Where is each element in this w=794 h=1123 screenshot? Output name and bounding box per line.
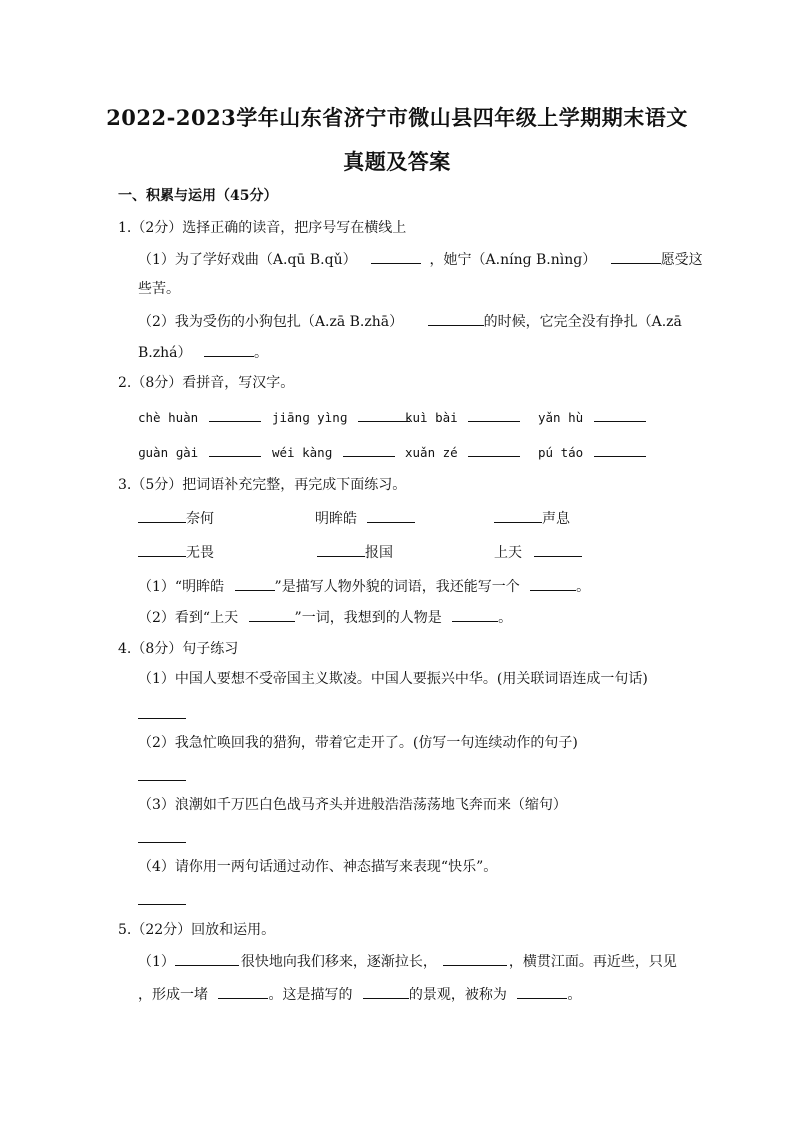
pinyin-text: pú táo — [538, 445, 584, 460]
idiom-item — [494, 508, 570, 529]
idiom-item — [138, 542, 214, 563]
answer-blank[interactable] — [235, 576, 275, 591]
q1-heading: 1.（2分）选择正确的读音，把序号写在横线上 — [118, 220, 407, 236]
q1-part2-text-b: 的时候，它完全没有挣扎（A.zā — [483, 314, 682, 330]
answer-blank[interactable] — [611, 249, 661, 264]
pinyin-text: xuǎn zé — [405, 445, 458, 460]
answer-blank[interactable] — [138, 508, 186, 523]
answer-blank[interactable] — [428, 311, 484, 326]
q1-part2 — [138, 311, 682, 332]
idiom-text: 无畏 — [186, 545, 214, 561]
q3-sub1-text-a: （1）“明眸皓 — [138, 579, 225, 595]
pinyin-text: yǎn hù — [538, 410, 584, 425]
idiom-text: 报国 — [365, 545, 393, 561]
q3-sub2-text-c: 。 — [498, 610, 513, 626]
idiom-item — [138, 508, 214, 529]
document-title-line1: 2022-2023学年山东省济宁市微山县四年级上学期期末语文 — [106, 105, 688, 130]
q5-line2-text-a: ，形成一堵 — [138, 987, 208, 1003]
answer-blank[interactable] — [138, 542, 186, 557]
q3-sub1-text-b: ”是描写人物外貌的词语，我还能写一个 — [274, 579, 520, 595]
q5-line1-text-c: ，横贯江面。再近些，只见 — [508, 954, 677, 970]
answer-blank[interactable] — [249, 607, 295, 622]
q1-part2-cont — [138, 342, 268, 363]
answer-blank[interactable] — [468, 407, 520, 422]
answer-blank[interactable] — [494, 508, 542, 523]
q4-heading: 4.（8分）句子练习 — [118, 641, 239, 657]
q3-sub1-text-c: 。 — [576, 579, 591, 595]
q5-line1-text-a: （1） — [138, 954, 175, 970]
answer-blank[interactable] — [138, 766, 186, 781]
q2-heading: 2.（8分）看拼音，写汉字。 — [118, 375, 295, 391]
q5-line1-text-b: 很快地向我们移来，逐渐拉长， — [240, 954, 437, 970]
q3-heading: 3.（5分）把词语补充完整，再完成下面练习。 — [118, 477, 407, 493]
answer-blank[interactable] — [530, 576, 576, 591]
pinyin-item — [538, 407, 646, 428]
q5-line2 — [138, 984, 581, 1005]
idiom-item — [315, 508, 415, 529]
answer-blank[interactable] — [594, 442, 646, 457]
q3-sub1 — [138, 576, 590, 597]
answer-blank[interactable] — [371, 249, 421, 264]
q4-sentence4: （4）请你用一两句话通过动作、神态描写来表现“快乐”。 — [138, 859, 498, 875]
answer-blank[interactable] — [138, 828, 186, 843]
q4-answer-line2 — [138, 766, 186, 787]
answer-blank[interactable] — [209, 442, 261, 457]
q1-part1-text-a: （1）为了学好戏曲（A.qū B.qǔ） — [138, 252, 357, 268]
answer-blank[interactable] — [452, 607, 498, 622]
q5-line2-text-d: 。 — [567, 987, 582, 1003]
pinyin-item — [272, 407, 410, 428]
answer-blank[interactable] — [209, 407, 261, 422]
q4-sentence3: （3）浪潮如千万匹白色战马齐头并进般浩浩荡荡地飞奔而来（缩句） — [138, 797, 567, 813]
answer-blank[interactable] — [218, 984, 268, 999]
answer-blank[interactable] — [468, 442, 520, 457]
pinyin-text: chè huàn — [138, 410, 199, 425]
answer-blank[interactable] — [594, 407, 646, 422]
idiom-item — [494, 542, 582, 563]
answer-blank[interactable] — [534, 542, 582, 557]
section-heading: 一、积累与运用（45分） — [118, 188, 278, 204]
q5-line2-text-c: 的景观，被称为 — [408, 987, 507, 1003]
answer-blank[interactable] — [343, 442, 395, 457]
q4-sentence2: （2）我急忙唤回我的猎狗，带着它走开了。(仿写一句连续动作的句子) — [138, 735, 578, 751]
idiom-text: 明眸皓 — [315, 511, 357, 527]
q3-sub2 — [138, 607, 512, 628]
q4-answer-line4 — [138, 890, 186, 911]
q1-part1-text-b: ，她宁（A.nínɡ B.nìnɡ） — [429, 252, 597, 268]
q5-line2-text-b: 。这是描写的 — [268, 987, 353, 1003]
answer-blank[interactable] — [517, 984, 567, 999]
q1-part1 — [138, 249, 703, 270]
pinyin-item — [272, 442, 395, 463]
answer-blank[interactable] — [138, 704, 186, 719]
pinyin-item — [138, 442, 261, 463]
q5-line1 — [138, 951, 677, 972]
q1-part2-text-c: B.zhá） — [138, 345, 192, 361]
idiom-item — [317, 542, 393, 563]
pinyin-item — [138, 407, 261, 428]
idiom-text: 上天 — [494, 545, 522, 561]
q1-part2-text-a: （2）我为受伤的小狗包扎（A.zā B.zhā） — [138, 314, 404, 330]
answer-blank[interactable] — [367, 508, 415, 523]
answer-blank[interactable] — [443, 951, 507, 966]
q4-sentence1: （1）中国人要想不受帝国主义欺凌。中国人要振兴中华。(用关联词语连成一句话) — [138, 671, 648, 687]
answer-blank[interactable] — [204, 342, 254, 357]
q4-answer-line3 — [138, 828, 186, 849]
q3-sub2-text-a: （2）看到“上天 — [138, 610, 239, 626]
pinyin-text: kuì bài — [405, 410, 458, 425]
pinyin-text: wéi kànɡ — [272, 445, 333, 460]
answer-blank[interactable] — [363, 984, 409, 999]
pinyin-text: jiānɡ yìnɡ — [272, 410, 348, 425]
pinyin-item — [405, 407, 520, 428]
idiom-text: 声息 — [542, 511, 570, 527]
pinyin-item — [405, 442, 520, 463]
pinyin-item — [538, 442, 646, 463]
answer-blank[interactable] — [175, 951, 239, 966]
q3-sub2-text-b: ”一词，我想到的人物是 — [294, 610, 442, 626]
document-title-line2: 真题及答案 — [343, 149, 451, 174]
answer-blank[interactable] — [138, 890, 186, 905]
answer-blank[interactable] — [358, 407, 410, 422]
q1-part2-text-d: 。 — [253, 345, 268, 361]
idiom-text: 奈何 — [186, 511, 214, 527]
q1-part1-cont: 些苦。 — [138, 281, 180, 297]
q1-part1-text-c: 愿受这 — [660, 252, 703, 268]
q4-answer-line1 — [138, 704, 186, 725]
answer-blank[interactable] — [317, 542, 365, 557]
pinyin-text: ɡuàn ɡài — [138, 445, 199, 460]
q5-heading: 5.（22分）回放和运用。 — [118, 922, 276, 938]
